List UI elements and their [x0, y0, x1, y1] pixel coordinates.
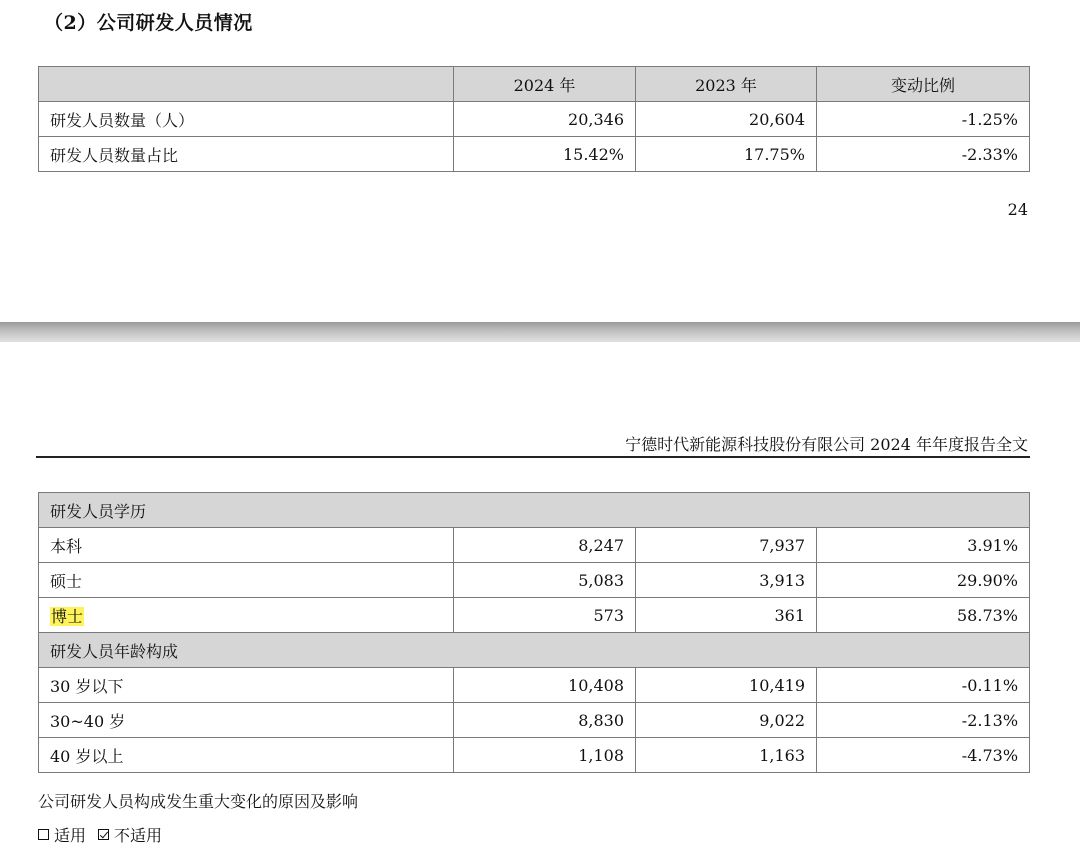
value-2024: 15.42% [454, 137, 636, 172]
composition-change-note: 公司研发人员构成发生重大变化的原因及影响 [38, 792, 359, 811]
rd-composition-table [38, 492, 1030, 773]
table-row [39, 137, 1030, 172]
table-row [39, 598, 1030, 633]
value-change: 58.73% [817, 598, 1030, 633]
report-header: 宁德时代新能源科技股份有限公司 2024 年年度报告全文 [625, 435, 1028, 454]
value-2024: 1,108 [454, 738, 636, 773]
row-label: 本科 [39, 528, 454, 563]
section-row [39, 493, 1030, 528]
header-2023: 2023 年 [636, 67, 817, 102]
header-2024: 2024 年 [454, 67, 636, 102]
value-2024: 10,408 [454, 668, 636, 703]
row-label: 30 岁以下 [39, 668, 454, 703]
table-row [39, 528, 1030, 563]
option-not-applicable-label: 不适用 [114, 826, 163, 845]
value-2023: 10,419 [636, 668, 817, 703]
value-2023: 1,163 [636, 738, 817, 773]
value-change: -2.13% [817, 703, 1030, 738]
checkbox-checked-icon[interactable] [98, 829, 109, 840]
value-change: 29.90% [817, 563, 1030, 598]
value-change: -1.25% [817, 102, 1030, 137]
value-change: -0.11% [817, 668, 1030, 703]
value-2024: 20,346 [454, 102, 636, 137]
table-row [39, 102, 1030, 137]
row-label: 硕士 [39, 563, 454, 598]
value-2023: 17.75% [636, 137, 817, 172]
table-header-row [39, 67, 1030, 102]
row-label: 30~40 岁 [39, 703, 454, 738]
applicability-options [38, 823, 162, 846]
value-2023: 7,937 [636, 528, 817, 563]
value-2024: 8,830 [454, 703, 636, 738]
header-blank-cell [39, 67, 454, 102]
highlighted-label: 博士 [51, 606, 84, 626]
header-rule [36, 456, 1030, 458]
page-break-divider [0, 322, 1080, 342]
value-2023: 3,913 [636, 563, 817, 598]
row-label [39, 598, 454, 633]
row-label: 研发人员数量占比 [39, 137, 454, 172]
table-row [39, 668, 1030, 703]
row-label: 40 岁以上 [39, 738, 454, 773]
education-section-label: 研发人员学历 [39, 493, 1030, 528]
row-label: 研发人员数量（人） [39, 102, 454, 137]
value-2024: 5,083 [454, 563, 636, 598]
section-row [39, 633, 1030, 668]
table-row [39, 563, 1030, 598]
table-row [39, 703, 1030, 738]
header-change: 变动比例 [817, 67, 1030, 102]
value-2023: 361 [636, 598, 817, 633]
value-change: 3.91% [817, 528, 1030, 563]
rd-personnel-table [38, 66, 1030, 172]
value-2024: 573 [454, 598, 636, 633]
section-title: （2）公司研发人员情况 [44, 12, 253, 34]
table-row [39, 738, 1030, 773]
value-change: -4.73% [817, 738, 1030, 773]
value-2024: 8,247 [454, 528, 636, 563]
age-section-label: 研发人员年龄构成 [39, 633, 1030, 668]
page-number: 24 [1007, 200, 1028, 219]
value-2023: 9,022 [636, 703, 817, 738]
checkbox-unchecked-icon[interactable] [38, 829, 49, 840]
value-2023: 20,604 [636, 102, 817, 137]
option-applicable-label: 适用 [54, 826, 87, 845]
value-change: -2.33% [817, 137, 1030, 172]
